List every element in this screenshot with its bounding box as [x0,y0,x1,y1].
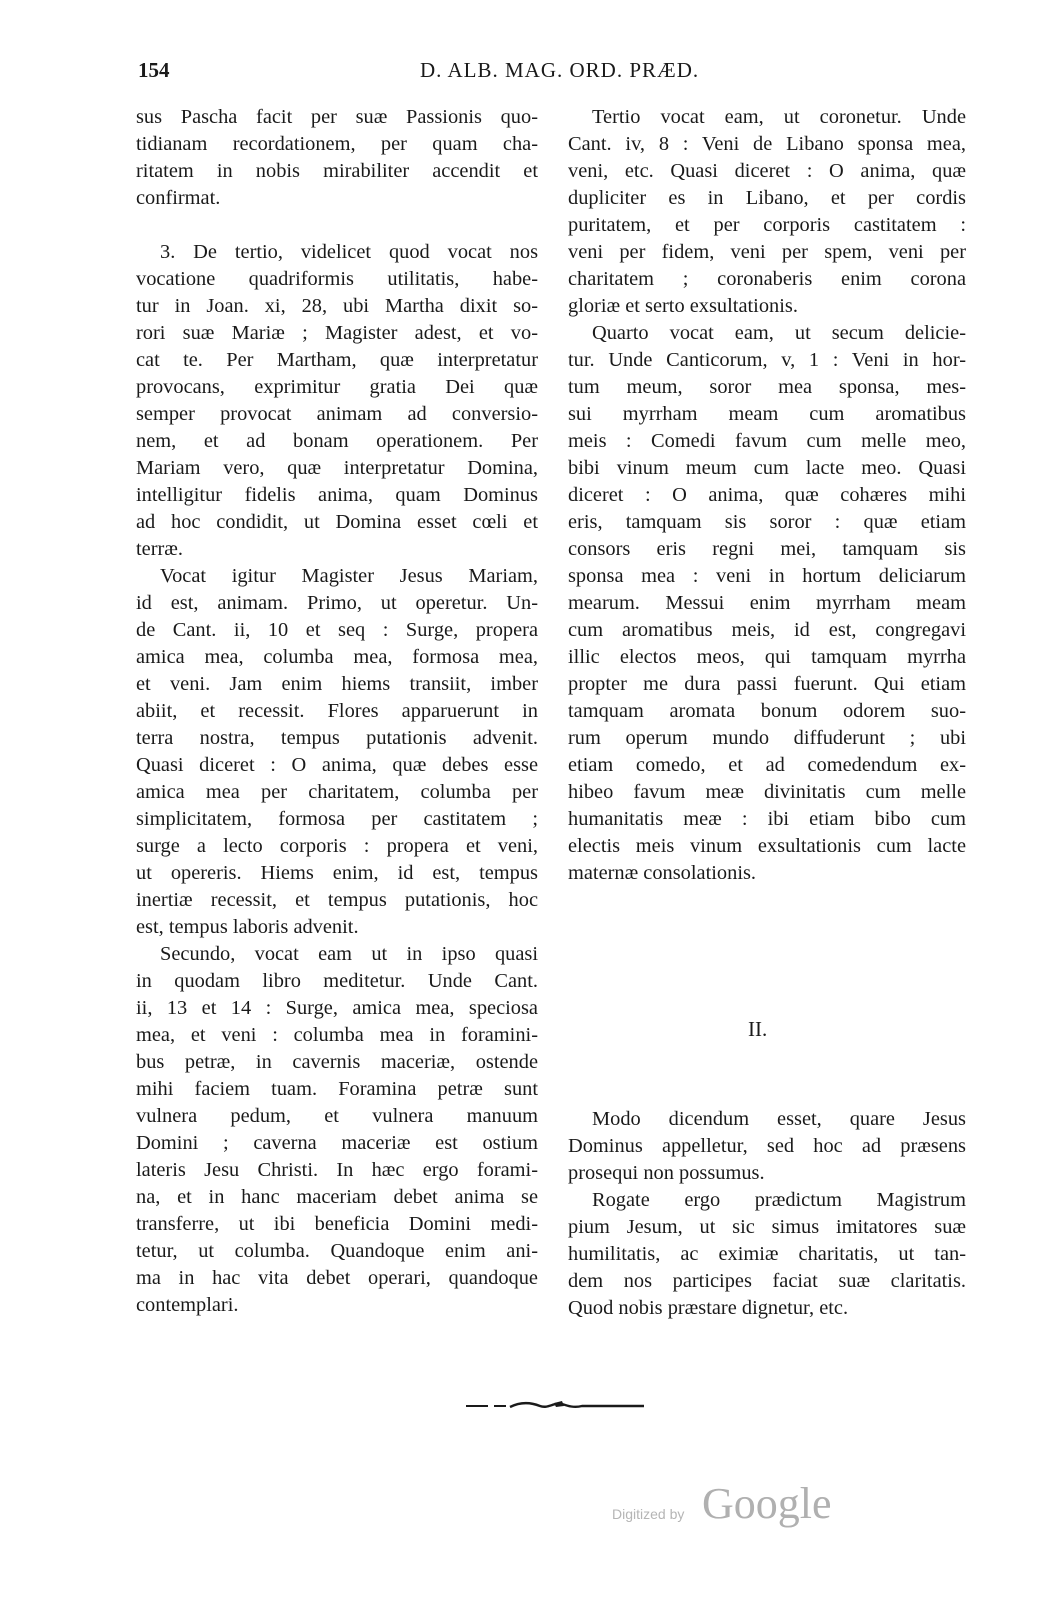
text-line: cat te. Per Martham, quæ interpretatur [136,349,538,371]
text-line: diceret : O anima, quæ cohæres mihi [568,484,966,506]
page-header [0,58,1058,98]
paragraph-gap [136,212,538,239]
text-line: terra nostra, tempus putationis advenit. [136,727,538,749]
section-numeral: II. [748,1017,768,1041]
text-line: inertiæ recessit, et tempus putationis, hoc [136,889,538,911]
text-line: vulnera pedum, et vulnera manuum [136,1105,538,1127]
text-line: mihi faciem tuam. Foramina petræ sunt [136,1078,538,1100]
text-line: etiam comedo, et ad comedendum ex- [568,754,966,776]
text-line: tur in Joan. xi, 28, ubi Martha dixit so- [136,295,538,317]
text-line: veni, etc. Quasi diceret : O anima, quæ [568,160,966,182]
text-line: meis : Comedi favum cum melle meo, [568,430,966,452]
text-line: Domini ; caverna maceriæ est ostium [136,1132,538,1154]
text-line: Quod nobis præstare dignetur, etc. [568,1297,849,1319]
text-line: hibeo favum meæ divinitatis cum melle [568,781,966,803]
text-line: Secundo, vocat eam ut in ipso quasi [160,943,538,965]
text-line: Quarto vocat eam, ut secum delicie- [592,322,966,344]
text-line: Vocat igitur Magister Jesus Mariam, [160,565,538,587]
text-line: puritatem, et per corporis castitatem : [568,214,966,236]
text-line: tamquam aromata bonum odorem suo- [568,700,966,722]
text-line: ritatem in nobis mirabiliter accendit et [136,160,538,182]
left-column [136,104,538,1319]
text-line: Tertio vocat eam, ut coronetur. Unde [592,106,966,128]
text-line: vocatione quadriformis utilitatis, habe- [136,268,538,290]
text-line: sponsa mea : veni in hortum deliciarum [568,565,966,587]
text-line: cum aromatibus meis, id est, congregavi [568,619,966,641]
text-line: tetur, ut columba. Quandoque enim ani- [136,1240,538,1262]
text-line: rori suæ Mariæ ; Magister adest, et vo- [136,322,538,344]
end-ornament [458,1396,648,1414]
text-line: id est, animam. Primo, ut operetur. Un- [136,592,538,614]
text-line: ii, 13 et 14 : Surge, amica mea, speciosa [136,997,538,1019]
text-line: mearum. Messui enim myrrham meam [568,592,966,614]
running-head: D. ALB. MAG. ORD. PRÆD. [420,58,700,82]
text-line: dupliciter es in Libano, et per cordis [568,187,966,209]
text-line: ma in hac vita debet operari, quandoque [136,1267,538,1289]
text-line: et veni. Jam enim hiems transiit, imber [136,673,538,695]
text-line: est, tempus laboris advenit. [136,916,359,938]
text-line: abiit, et recessit. Flores apparuerunt in [136,700,538,722]
text-line: intelligitur fidelis anima, quam Dominus [136,484,538,506]
text-line: bus petræ, in cavernis maceriæ, ostende [136,1051,538,1073]
text-line: ut opereris. Hiems enim, id est, tempus [136,862,538,884]
text-line: simplicitatem, formosa per castitatem ; [136,808,538,830]
text-line: terræ. [136,538,183,560]
text-line: mea, et veni : columba mea in foramini- [136,1024,538,1046]
page-number: 154 [138,58,170,82]
text-line: Quasi diceret : O anima, quæ debes esse [136,754,538,776]
text-line: tidianam recordationem, per quam cha- [136,133,538,155]
text-line: in quodam libro meditetur. Unde Cant. [136,970,538,992]
text-line: surge a lecto corporis : propera et veni, [136,835,538,857]
text-line: contemplari. [136,1294,239,1316]
text-line: electis meis vinum exsultationis cum lacte [568,835,966,857]
google-logo: Google [702,1479,832,1528]
text-line: amica mea, columba mea, formosa mea, [136,646,538,668]
text-line: semper provocat animam ad conversio- [136,403,538,425]
text-line: pium Jesum, ut sic simus imitatores suæ [568,1216,966,1238]
text-line: prosequi non possumus. [568,1162,765,1184]
text-line: gloriæ et serto exsultationis. [568,295,798,317]
text-line: bibi vinum meum cum lacte meo. Quasi [568,457,966,479]
text-line: Cant. iv, 8 : Veni de Libano sponsa mea, [568,133,966,155]
text-line: sui myrrham meam cum aromatibus [568,403,966,425]
text-line: sus Pascha facit per suæ Passionis quo- [136,106,538,128]
text-line: dem nos participes faciat suæ claritatis. [568,1270,966,1292]
text-line: eris, tamquam sis soror : quæ etiam [568,511,966,533]
text-line: na, et in hanc maceriam debet anima se [136,1186,538,1208]
text-line: provocans, exprimitur gratia Dei quæ [136,376,538,398]
text-line: charitatem ; coronaberis enim corona [568,268,966,290]
google-watermark [608,1478,848,1538]
text-line: de Cant. ii, 10 et seq : Surge, propera [136,619,538,641]
text-line: Dominus appelletur, sed hoc ad præsens [568,1135,966,1157]
text-line: humilitatis, ac eximiæ charitatis, ut tan- [568,1243,966,1265]
text-line: transferre, ut ibi beneficia Domini medi- [136,1213,538,1235]
text-line: maternæ consolationis. [568,862,757,884]
text-line: propter me dura passi fuerunt. Qui etiam [568,673,966,695]
text-line: confirmat. [136,187,221,209]
right-column [568,104,966,887]
text-line: 3. De tertio, videlicet quod vocat nos [160,241,538,263]
text-line: veni per fidem, veni per spem, veni per [568,241,966,263]
text-line: ad hoc condidit, ut Domina esset cœli et [136,511,538,533]
text-line: humanitatis meæ : ibi etiam bibo cum [568,808,966,830]
text-line: tum meum, soror mea sponsa, mes- [568,376,966,398]
text-line: rum operum mundo diffuderunt ; ubi [568,727,966,749]
closing-paragraphs [568,1106,966,1322]
text-line: amica mea per charitatem, columba per [136,781,538,803]
text-line: illic electos meos, qui tamquam myrrha [568,646,966,668]
text-line: Rogate ergo prædictum Magistrum [592,1189,966,1211]
text-line: consors eris regni mei, tamquam sis [568,538,966,560]
digitized-by-text: Digitized by [612,1506,685,1522]
text-line: lateris Jesu Christi. In hæc ergo forami- [136,1159,538,1181]
text-line: nem, et ad bonam operationem. Per [136,430,538,452]
text-line: Modo dicendum esset, quare Jesus [592,1108,966,1130]
text-line: tur. Unde Canticorum, v, 1 : Veni in hor- [568,349,966,371]
text-line: Mariam vero, quæ interpretatur Domina, [136,457,538,479]
